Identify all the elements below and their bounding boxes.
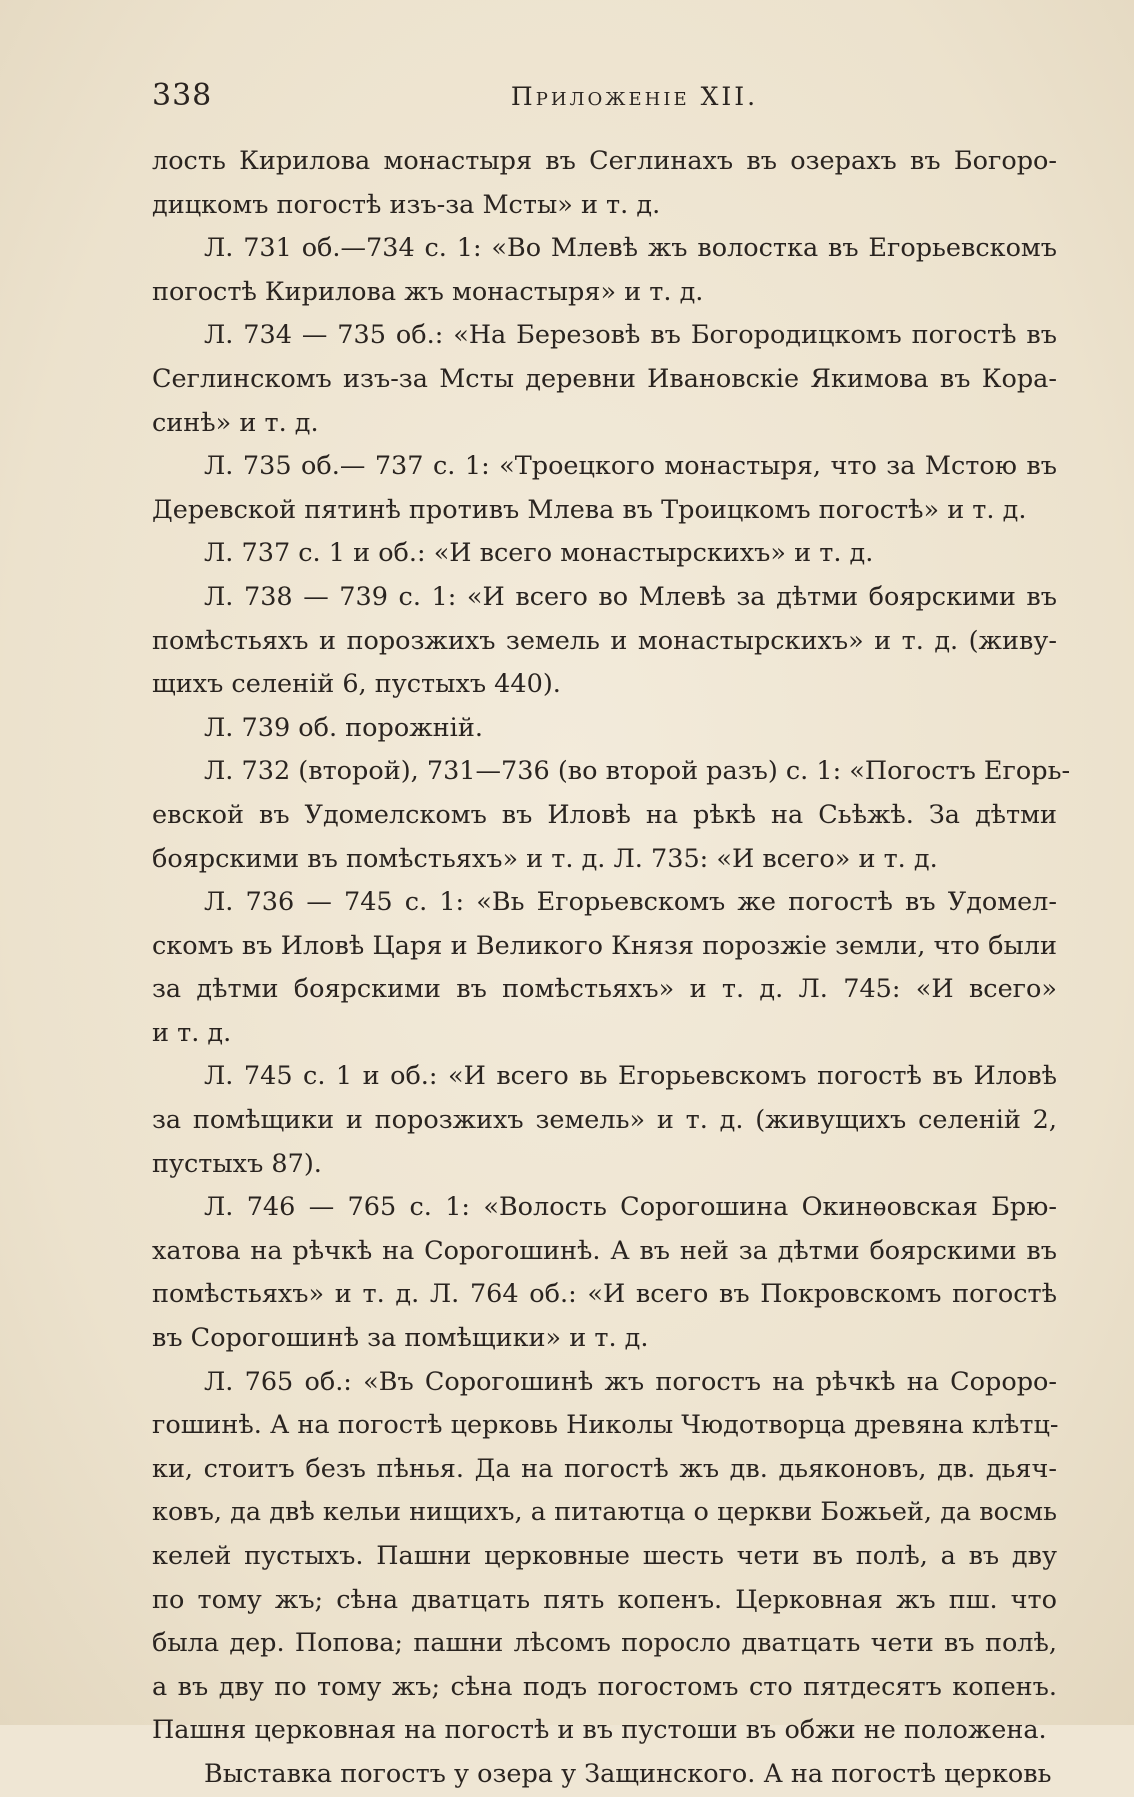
text-line: Л. 745 с. 1 и об.: «И всего вь Егорьевскомъ погостѣ въ Иловѣ (204, 1061, 1057, 1092)
text-line: помѣстьяхъ» и т. д. Л. 764 об.: «И всего въ Покровскомъ погостѣ (152, 1279, 1057, 1310)
text-line: а въ дву по тому жъ; сѣна подъ погостомъ сто пятдесятъ копенъ. (152, 1671, 1057, 1702)
text-line: Выставка погостъ у озера у Защинского. А на погостѣ церковь (204, 1758, 1052, 1789)
page-number: 338 (152, 78, 213, 113)
text-line: Л. 738 — 739 с. 1: «И всего во Млевѣ за дѣтми боярскими въ (204, 581, 1057, 612)
paragraph (152, 881, 1057, 1055)
text-line: хатова на рѣчкѣ на Сорогошинѣ. А въ ней за дѣтми боярскими въ (152, 1235, 1057, 1266)
text-line: дицкомъ погостѣ изъ-за Мсты» и т. д. (152, 189, 661, 220)
paragraph (152, 1055, 1057, 1186)
paragraph (152, 1186, 1057, 1360)
text-line: Деревской пятинѣ противъ Млева въ Троицкомъ погостѣ» и т. д. (152, 494, 1027, 525)
text-line: погостѣ Кирилова жъ монастыря» и т. д. (152, 276, 704, 307)
paragraph (152, 227, 1057, 314)
paragraph (152, 140, 1057, 227)
paragraph (152, 532, 1057, 576)
text-line: была дер. Попова; пашни лѣсомъ поросло дватцать чети въ полѣ, (152, 1628, 1057, 1659)
text-line: келей пустыхъ. Пашни церковные шесть чети въ полѣ, а въ дву (152, 1541, 1057, 1571)
text-line: боярскими въ помѣстьяхъ» и т. д. Л. 735: «И всего» и т. д. (152, 843, 938, 874)
text-line: Л. 734 — 735 об.: «На Березовѣ въ Богородицкомъ погостѣ въ (204, 320, 1057, 351)
paragraph (152, 576, 1057, 707)
paragraph (152, 750, 1071, 881)
text-line: синѣ» и т. д. (152, 407, 319, 438)
text-line: Л. 739 об. порожній. (204, 712, 483, 743)
paragraph (152, 314, 1057, 445)
text-line: Пашня церковная на погостѣ и въ пустоши въ обжи не положена. (152, 1715, 1047, 1746)
paragraph (152, 707, 1057, 751)
text-line: Л. 746 — 765 с. 1: «Волость Сорогошина Окинѳовская Брю- (204, 1192, 1057, 1223)
text-line: за дѣтми боярскими въ помѣстьяхъ» и т. д. Л. 745: «И всего» (152, 974, 1057, 1005)
running-head: Приложеніе XII. (510, 82, 759, 111)
text-line: скомъ въ Иловѣ Царя и Великого Князя порозжіе земли, что были (152, 930, 1057, 961)
page-header (152, 78, 1057, 118)
text-line: ковъ, да двѣ кельи нищихъ, а питаютца о церкви Божьей, да восмь (152, 1497, 1057, 1528)
body-text (152, 140, 1071, 1797)
text-line: и т. д. (152, 1017, 232, 1048)
text-line: за помѣщики и порозжихъ земель» и т. д. (живущихъ селеній 2, (152, 1105, 1057, 1136)
text-line: Л. 736 — 745 с. 1: «Вь Егорьевскомъ же погостѣ въ Удомел- (204, 887, 1057, 918)
text-line: щихъ селеній 6, пустыхъ 440). (152, 669, 561, 700)
paragraph (152, 1361, 1057, 1753)
text-line: евской въ Удомелскомъ въ Иловѣ на рѣкѣ на Сьѣжѣ. За дѣтми (152, 799, 1057, 830)
text-line: Сеглинскомъ изъ-за Мсты деревни Ивановскіе Якимова въ Кора- (152, 363, 1057, 394)
text-line: Л. 737 с. 1 и об.: «И всего монастырскихъ» и т. д. (204, 538, 874, 569)
text-line: по тому жъ; сѣна дватцать пять копенъ. Церковная жъ пш. что (152, 1584, 1057, 1615)
paragraph (152, 1753, 1057, 1797)
text-line: въ Сорогошинѣ за помѣщики» и т. д. (152, 1323, 649, 1354)
text-line: лость Кирилова монастыря въ Сеглинахъ въ озерахъ въ Богоро- (152, 146, 1057, 176)
paragraph (152, 445, 1057, 532)
text-line: гошинѣ. А на погостѣ церковь Николы Чюдотворца древяна клѣтц- (152, 1410, 1059, 1441)
text-line: Л. 735 об.— 737 с. 1: «Троецкого монастыря, что за Мстою въ (204, 451, 1057, 482)
text-line: ки, стоитъ безъ пѣнья. Да на погостѣ жъ дв. дьяконовъ, дв. дьяч- (152, 1453, 1057, 1484)
text-line: Л. 765 об.: «Въ Сорогошинѣ жъ погостъ на рѣчкѣ на Сороро- (204, 1366, 1057, 1397)
text-line: пустыхъ 87). (152, 1148, 322, 1179)
text-line: Л. 731 об.—734 с. 1: «Во Млевѣ жъ волостка въ Егорьевскомъ (204, 233, 1057, 264)
text-line: Л. 732 (второй), 731—736 (во второй разъ) с. 1: «Погостъ Егорь- (204, 756, 1071, 787)
text-line: помѣстьяхъ и порозжихъ земель и монастырскихъ» и т. д. (живу- (152, 625, 1057, 656)
